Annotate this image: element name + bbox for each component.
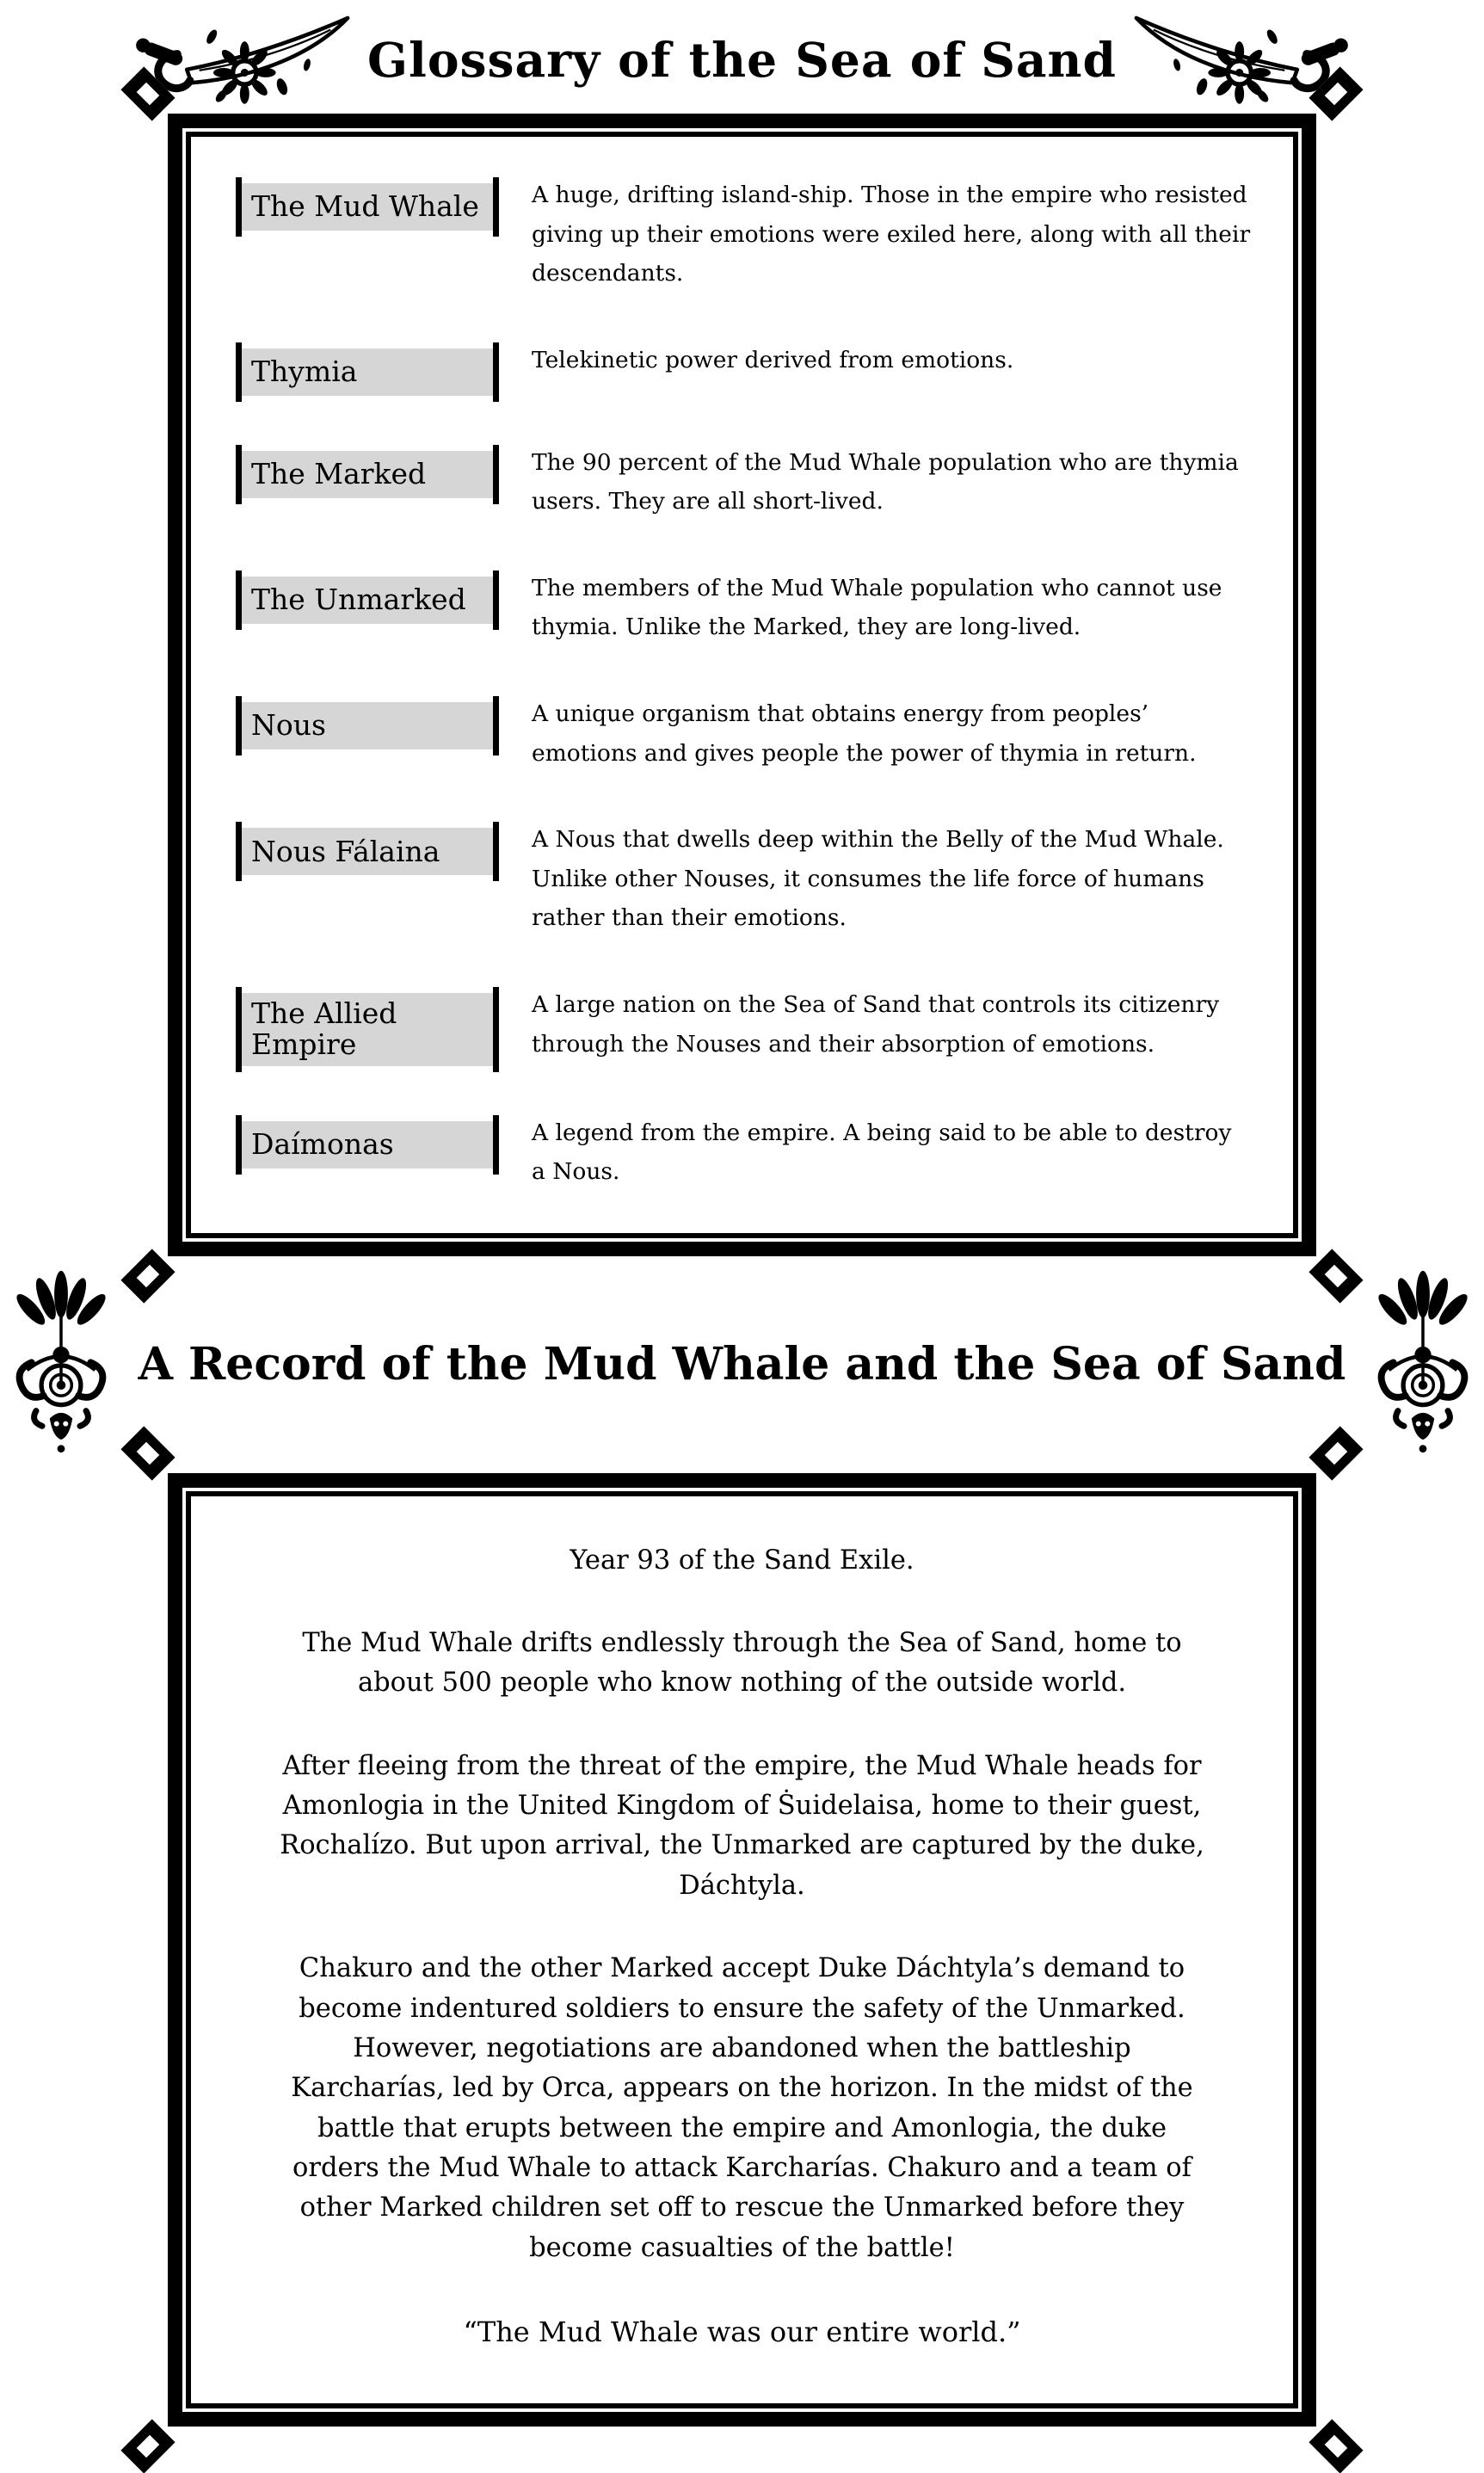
glossary-entry (236, 702, 1252, 773)
glossary-entry (236, 183, 1252, 293)
glossary-term (236, 348, 499, 396)
totem-ornament-left (4, 1267, 118, 1463)
glossary-entry (236, 574, 1252, 647)
glossary-entry (236, 990, 1252, 1066)
frame-corner-diamond (120, 2419, 175, 2473)
page-header (0, 0, 1484, 114)
glossary-entry (236, 828, 1252, 938)
record-title: A Record of the Mud Whale and the Sea of Sand (138, 1338, 1346, 1391)
glossary-entry (236, 348, 1252, 396)
glossary-definition: A Nous that dwells deep within the Belly of the Mud Whale. Unlike other Nouses, it consumes the life force of humans rather than their emotions. (532, 826, 1224, 932)
glossary-definition: The 90 percent of the Mud Whale population who are thymia users. They are all short-lived. (532, 448, 1239, 515)
record-frame (168, 1473, 1316, 2427)
glossary-term (236, 993, 499, 1066)
glossary-term-label: The Allied Empire (251, 996, 397, 1062)
glossary-term (236, 451, 499, 498)
glossary-definition: A unique organism that obtains energy from peoples’ emotions and gives people the power of thymia in return. (532, 700, 1197, 767)
page-title: Glossary of the Sea of Sand (366, 31, 1117, 88)
glossary-term-label: Nous (251, 708, 326, 743)
glossary-term (236, 1121, 499, 1169)
glossary-entry (236, 1121, 1252, 1192)
glossary-term-label: Daímonas (251, 1126, 394, 1161)
glossary-term (236, 702, 499, 749)
record-paragraph: After fleeing from the threat of the empire, the Mud Whale heads for Amonlogia in the United Kingdom of Ṡuidelaisa, home to their guest, Rochalízo. But upon arrival, the Unmarked are captured by the duke, Dáchtyla. (280, 1750, 1204, 1901)
glossary-term-label: The Mud Whale (251, 189, 479, 224)
record-paragraph: Year 93 of the Sand Exile. (570, 1545, 914, 1576)
glossary-definition: A legend from the empire. A being said to be able to destroy a Nous. (532, 1119, 1232, 1186)
frame-corner-diamond (1309, 2419, 1363, 2473)
glossary-term (236, 183, 499, 231)
glossary-list (191, 137, 1293, 1233)
glossary-frame (168, 114, 1316, 1256)
glossary-entry (236, 448, 1252, 521)
glossary-definition: Telekinetic power derived from emotions. (532, 346, 1014, 373)
glossary-definition: The members of the Mud Whale population who cannot use thymia. Unlike the Marked, they are long-lived. (532, 574, 1222, 641)
totem-ornament-right (1366, 1267, 1480, 1463)
glossary-term-label: Nous Fálaina (251, 834, 440, 868)
glossary-term-label: The Unmarked (251, 583, 466, 617)
glossary-term-label: Thymia (251, 355, 358, 389)
record-closing-quote: “The Mud Whale was our entire world.” (463, 2316, 1021, 2349)
record-paragraph: The Mud Whale drifts endlessly through the Sea of Sand, home to about 500 people who know nothing of the outside world. (302, 1628, 1182, 1699)
glossary-term-label: The Marked (251, 457, 427, 491)
record-section-header (0, 1256, 1484, 1473)
glossary-definition: A huge, drifting island-ship. Those in the empire who resisted giving up their emotions were exiled here, along with all their descendants. (532, 182, 1251, 287)
record-text (191, 1496, 1293, 2403)
glossary-definition: A large nation on the Sea of Sand that controls its citizenry through the Nouses and their absorption of emotions. (532, 990, 1220, 1058)
glossary-term (236, 828, 499, 875)
glossary-term (236, 577, 499, 624)
record-paragraph: Chakuro and the other Marked accept Duke Dáchtyla’s demand to become indentured soldiers to ensure the safety of the Unmarked. However, negotiations are abandoned when the battleship Karcharías, led by Orca, appears on the horizon. In the midst of the battle that erupts between the empire and Amonlogia, the duke orders the Mud Whale to attack Karcharías. Chakuro and a team of other Marked children set off to rescue the Unmarked before they become casualties of the battle! (291, 1953, 1193, 2263)
